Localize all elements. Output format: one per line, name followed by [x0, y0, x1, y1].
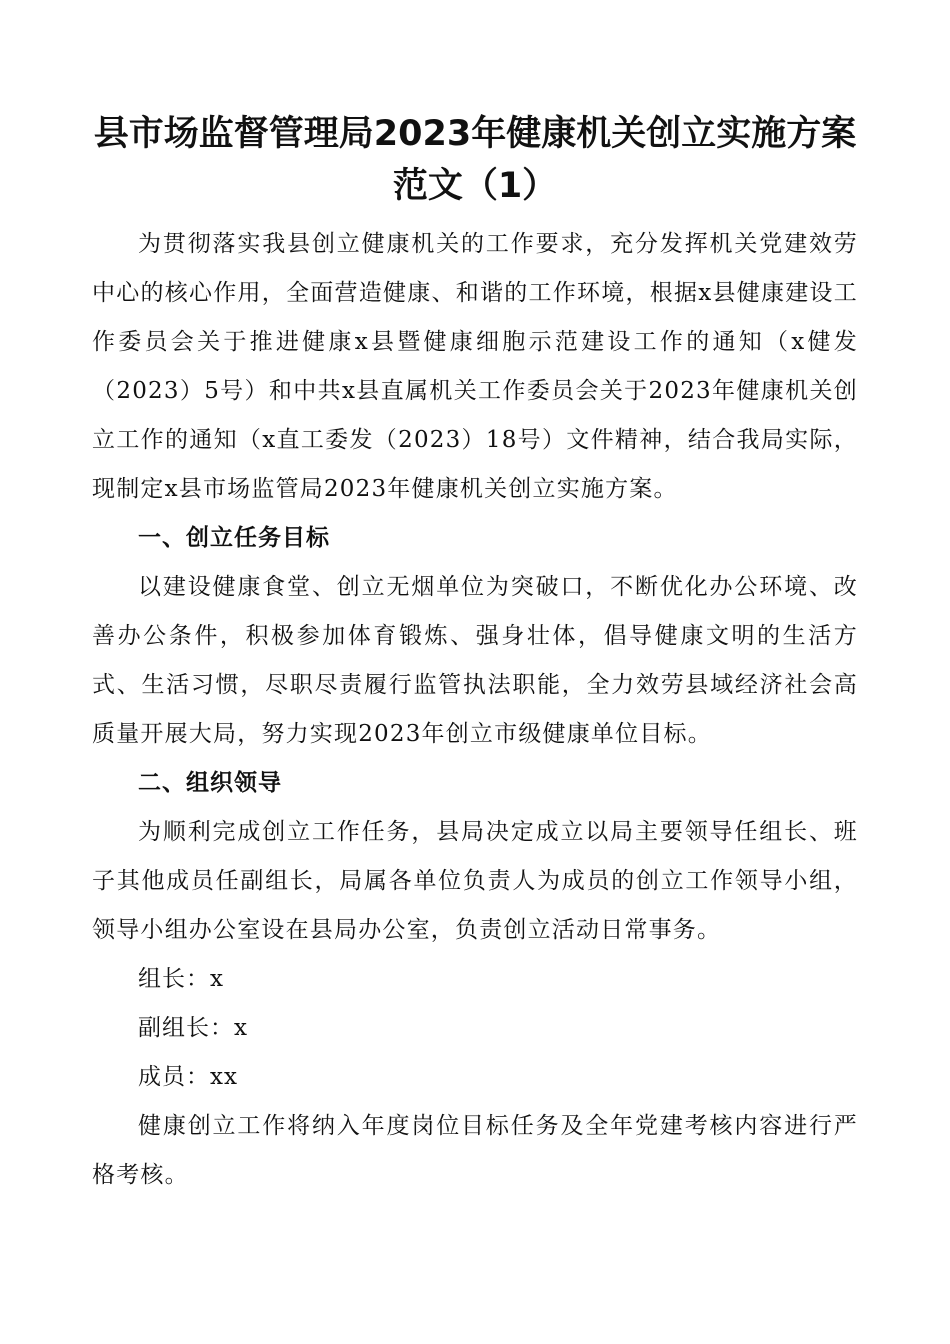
intro-paragraph: 为贯彻落实我县创立健康机关的工作要求，充分发挥机关党建效劳中心的核心作用，全面营造健康、和谐的工作环境，根据x县健康建设工作委员会关于推进健康x县暨健康细胞示范建设工作的通知（x健发（2023）5号）和中共x县直属机关工作委员会关于2023年健康机关创立工作的通知（x直工委发（2023）18号）文件精神，结合我局实际，现制定x县市场监管局2023年健康机关创立实施方案。 [92, 231, 858, 502]
group-leader-line: 组长：x [138, 966, 224, 992]
section-2-heading: 二、组织领导 [138, 770, 282, 796]
document-title [92, 108, 858, 212]
document-page [92, 108, 858, 1200]
title-line-1: 县市场监督管理局2023年健康机关创立实施方案 [93, 114, 857, 154]
section-2-paragraph: 为顺利完成创立工作任务，县局决定成立以局主要领导任组长、班子其他成员任副组长，局属各单位负责人为成员的创立工作领导小组，领导小组办公室设在县局办公室，负责创立活动日常事务。 [92, 819, 858, 943]
members-line: 成员：xx [138, 1064, 238, 1090]
deputy-leader-line: 副组长：x [138, 1015, 248, 1041]
section-1-paragraph: 以建设健康食堂、创立无烟单位为突破口，不断优化办公环境、改善办公条件，积极参加体育锻炼、强身壮体，倡导健康文明的生活方式、生活习惯，尽职尽责履行监管执法职能，全力效劳县域经济社会高质量开展大局，努力实现2023年创立市级健康单位目标。 [92, 574, 858, 747]
closing-paragraph: 健康创立工作将纳入年度岗位目标任务及全年党建考核内容进行严格考核。 [92, 1113, 858, 1188]
section-1-heading: 一、创立任务目标 [138, 525, 330, 551]
title-line-2: 范文（1） [392, 166, 558, 206]
